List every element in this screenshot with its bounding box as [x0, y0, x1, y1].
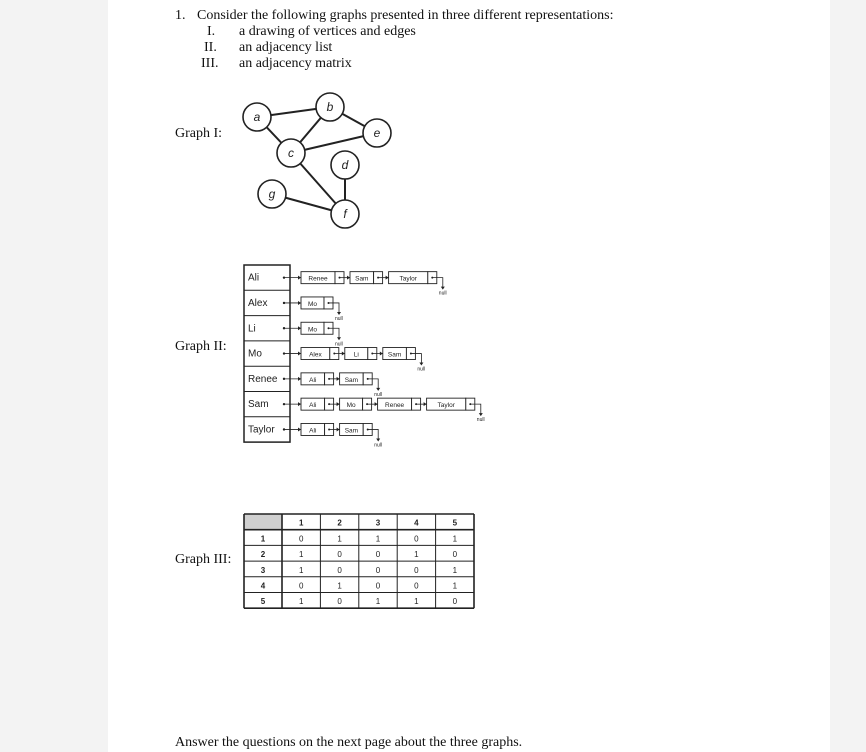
head-label-ali: Ali [248, 272, 260, 284]
vertex-label-a: a [253, 110, 261, 124]
matrix-cell: 0 [298, 534, 304, 544]
graph3-label: Graph III: [175, 552, 232, 567]
matrix-cell: 0 [337, 550, 342, 560]
matrix-cell: 0 [414, 581, 419, 591]
matrix-cell: 1 [452, 534, 458, 544]
head-label-sam: Sam [248, 399, 269, 411]
graph2-label: Graph II: [175, 339, 227, 354]
item-numeral-1: I. [207, 24, 216, 39]
footer-text: Answer the questions on the next page about the three graphs. [175, 735, 523, 750]
node-label: Alex [309, 351, 322, 359]
node-label: Ali [309, 427, 317, 435]
node-label: Ali [309, 402, 317, 410]
item-text-3: an adjacency matrix [239, 56, 352, 71]
matrix-cell: 1 [298, 550, 304, 560]
matrix-cell: 0 [414, 534, 419, 544]
vertex-label-c: c [288, 146, 294, 160]
matrix-cell: 0 [414, 565, 419, 575]
node-label: Sam [387, 351, 402, 359]
node-label: Sam [344, 376, 359, 384]
matrix-row-header: 4 [260, 581, 266, 591]
null-label: null [438, 290, 447, 297]
matrix-row-header: 1 [260, 534, 266, 544]
matrix-cell: 0 [452, 550, 458, 560]
matrix-cell: 0 [375, 550, 381, 560]
matrix-row-header: 3 [260, 565, 266, 575]
null-label: null [374, 442, 382, 449]
item-text-2: an adjacency list [239, 40, 333, 55]
node-label: Renee [385, 402, 405, 410]
node-label: Sam [344, 427, 359, 435]
question-number: 1. [175, 8, 186, 23]
matrix-col-header: 1 [298, 518, 304, 528]
head-label-mo: Mo [248, 348, 262, 360]
matrix-cell: 0 [337, 597, 342, 607]
matrix-cell: 0 [337, 565, 342, 575]
matrix-cell: 1 [452, 565, 458, 575]
vertex-label-f: f [343, 207, 347, 221]
matrix-cell: 1 [375, 597, 381, 607]
vertex-label-b: b [326, 100, 334, 114]
node-label: Mo [346, 402, 356, 410]
matrix-cell: 1 [337, 581, 342, 591]
head-label-renee: Renee [248, 373, 278, 385]
matrix-col-header: 3 [375, 518, 381, 528]
node-label: Renee [308, 275, 328, 283]
vertex-label-d: d [341, 158, 349, 172]
matrix-cell: 0 [452, 597, 458, 607]
node-label: Li [353, 351, 359, 359]
node-label: Mo [307, 326, 318, 334]
graph1-label: Graph I: [175, 126, 223, 141]
node-label: Ali [309, 376, 317, 384]
null-label: null [374, 391, 382, 398]
head-label-alex: Alex [248, 297, 268, 309]
matrix-cell: 1 [337, 534, 342, 544]
node-label: Taylor [399, 275, 417, 283]
matrix-cell: 1 [414, 597, 419, 607]
null-label: null [335, 315, 343, 322]
matrix-cell: 1 [414, 550, 419, 560]
matrix-row-header: 5 [260, 597, 266, 607]
node-label: Taylor [437, 402, 455, 410]
matrix-cell: 1 [375, 534, 381, 544]
vertex-label-e: e [373, 126, 381, 140]
matrix-row-header: 2 [260, 550, 266, 560]
item-numeral-2: II. [204, 40, 217, 55]
matrix-corner-cell [244, 514, 282, 530]
item-text-1: a drawing of vertices and edges [239, 24, 416, 39]
matrix-cell: 0 [298, 581, 304, 591]
question-stem: Consider the following graphs presented in three different representations: [197, 8, 614, 23]
matrix-col-header: 5 [452, 518, 458, 528]
node-label: Sam [355, 275, 369, 283]
null-label: null [417, 366, 426, 373]
matrix-col-header: 2 [337, 518, 342, 528]
matrix-cell: 0 [375, 565, 381, 575]
null-label: null [335, 341, 343, 348]
vertex-label-g: g [268, 187, 276, 201]
head-label-taylor: Taylor [248, 424, 275, 436]
matrix-cell: 1 [298, 565, 304, 575]
head-label-li: Li [248, 323, 256, 335]
item-numeral-3: III. [201, 56, 219, 71]
matrix-cell: 1 [298, 597, 304, 607]
node-label: Mo [307, 300, 318, 308]
matrix-cell: 0 [375, 581, 381, 591]
matrix-col-header: 4 [414, 518, 419, 528]
matrix-cell: 1 [452, 581, 458, 591]
null-label: null [476, 417, 485, 424]
